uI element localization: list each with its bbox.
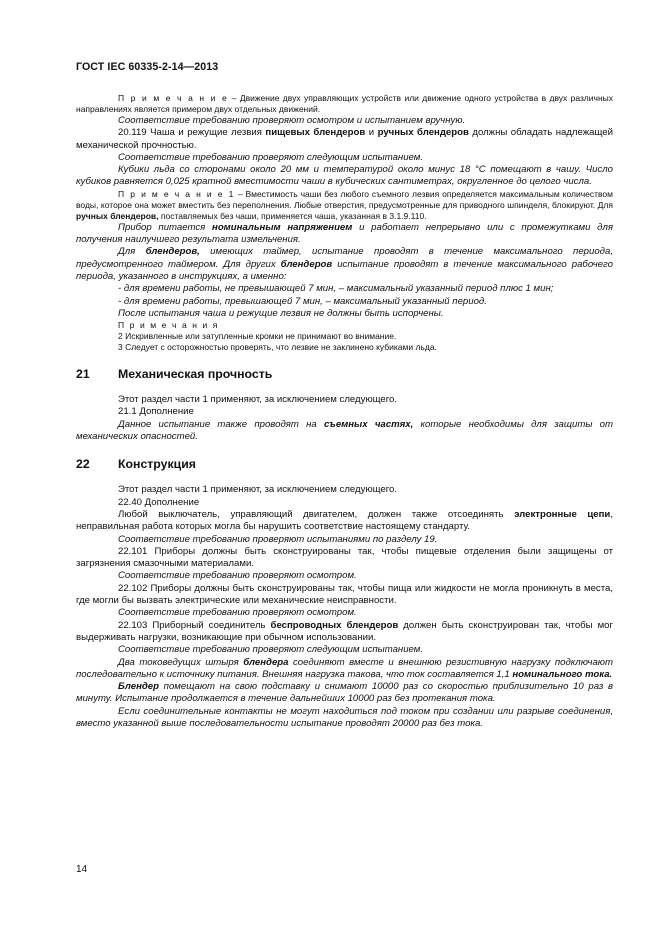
- pins-load-text: Два токоведущих штыря блендера соединяют вместе и внешнюю резистивную нагрузку подключают последовательно к источнику питания. Внешняя нагрузка такова, что ток составляется 1,1 номинального тока.: [76, 656, 613, 680]
- section-number: 22: [76, 457, 90, 472]
- clause-22-40: 22.40 Дополнение: [118, 496, 200, 508]
- compliance-manual: Соответствие требованию проверяют осмотром и испытанием вручную.: [118, 115, 466, 126]
- section-22-intro: Этот раздел части 1 применяют, за исключением следующего.: [118, 484, 398, 496]
- note-3: 3 Следует с осторожностью проверять, что лезвие не заклинено кубиками льда.: [118, 342, 437, 353]
- notes-label: П р и м е ч а н и я: [118, 320, 220, 331]
- removable-parts-text: Данное испытание также проводят на съемных частях, которые необходимы для защиты от механических опасностей.: [76, 418, 614, 443]
- stand-cycles-text: Блендер помещают на свою подставку и снимают 10000 раз со скоростью приблизительно 10 раз в минуту. Испытание продолжается в течение дальнейших 10000 раз без протекания тока.: [76, 681, 613, 705]
- section-22-heading: [76, 457, 613, 472]
- section-21-intro: Этот раздел части 1 применяют, за исключением следующего.: [118, 394, 398, 406]
- note-1-capacity: П р и м е ч а н и е 1 – Вместимость чаши без любого съемного лезвия определяется максимальным количеством воды, которое она может вместить без переполнения. Любые отверстия, предусмотренные для приводного шпинделя, блокируют. Для ручных блендеров, поставляемых без чаши, применяется чаша, указанная в 3.1.9.110.: [76, 188, 613, 221]
- clause-22-103: 22.103 Приборный соединитель беспроводных блендеров должен быть сконструирован так, чтобы мог выдерживать нагрузки, возникающие при обычном использовании.: [76, 619, 613, 643]
- list-item-up-to-7min: - для времени работы, не превышающей 7 мин, – максимальный указанный период плюс 1 мин;: [118, 283, 554, 295]
- timer-test-text: Для блендеров, имеющих таймер, испытание проводят в течение максимального периода, предусмотренного таймером. Для других блендеров испытание проводят в течение максимального рабочего периода, указанного в инструкциях, а именно:: [76, 246, 613, 282]
- document-header: ГОСТ IEC 60335-2-14—2013: [76, 61, 219, 73]
- section-number: 21: [76, 367, 90, 382]
- list-item-over-7min: - для времени работы, превышающей 7 мин, – максимальный указанный период.: [118, 295, 487, 307]
- clause-21-1: 21.1 Дополнение: [118, 406, 194, 418]
- after-test-text: После испытания чаша и режущие лезвия не должны быть испорчены.: [118, 307, 444, 319]
- note-2: 2 Искривленные или затупленные кромки не принимают во внимание.: [118, 331, 397, 342]
- supply-voltage-text: Прибор питается номинальным напряжением и работает непрерывно или с промежутками для получения наилучшего результата измельчения.: [76, 221, 614, 246]
- section-title: Конструкция: [118, 457, 196, 472]
- section-21-heading: [76, 367, 613, 382]
- switch-text: Любой выключатель, управляющий двигателем, должен также отсоединять электронные цепи, неправильная работа которых могла бы нарушить соответствие настоящему стандарту.: [76, 508, 613, 533]
- note-label: П р и м е ч а н и е: [118, 93, 229, 103]
- page-content: [76, 93, 613, 730]
- page-number: 14: [76, 864, 88, 875]
- compliance-section-19: Соответствие требованию проверяют испытаниями по разделу 19.: [118, 533, 438, 545]
- compliance-test-2: Соответствие требованию проверяют следующим испытанием.: [118, 644, 424, 656]
- clause-20-119: 20.119 Чаша и режущие лезвия пищевых блендеров и ручных блендеров должны обладать надлежащей механической прочностью.: [76, 127, 613, 151]
- ice-cube-test: Кубики льда со сторонами около 20 мм и температурой около минус 18 °С помещают в чашу. Число кубиков равняется 0,025 кратной вместимости чаши в кубических сантиметрах, округленное до целого числа.: [76, 164, 613, 188]
- no-current-text: Если соединительные контакты не могут находиться под током при создании или разрыве соединения, вместо указанной выше последовательности испытание проводят 20000 раз без тока.: [76, 705, 613, 729]
- clause-22-101: 22.101 Приборы должны быть сконструированы так, чтобы пищевые отделения были защищены от загрязнения смазочными материалами.: [76, 545, 613, 570]
- section-title: Механическая прочность: [118, 367, 273, 382]
- clause-22-102: 22.102 Приборы должны быть сконструированы так, чтобы пища или жидкости не могла проникнуть в места, где могли бы вызвать электрические или механические неисправности.: [76, 582, 613, 607]
- compliance-test: Соответствие требованию проверяют следующим испытанием.: [118, 151, 424, 163]
- note-movement: П р и м е ч а н и е – Движение двух управляющих устройств или движение одного устройства в двух различных направлениях является примером двух отдельных движений.: [76, 93, 613, 114]
- compliance-inspection-1: Соответствие требованию проверяют осмотром.: [118, 570, 357, 582]
- compliance-inspection-2: Соответствие требованию проверяют осмотром.: [118, 607, 357, 619]
